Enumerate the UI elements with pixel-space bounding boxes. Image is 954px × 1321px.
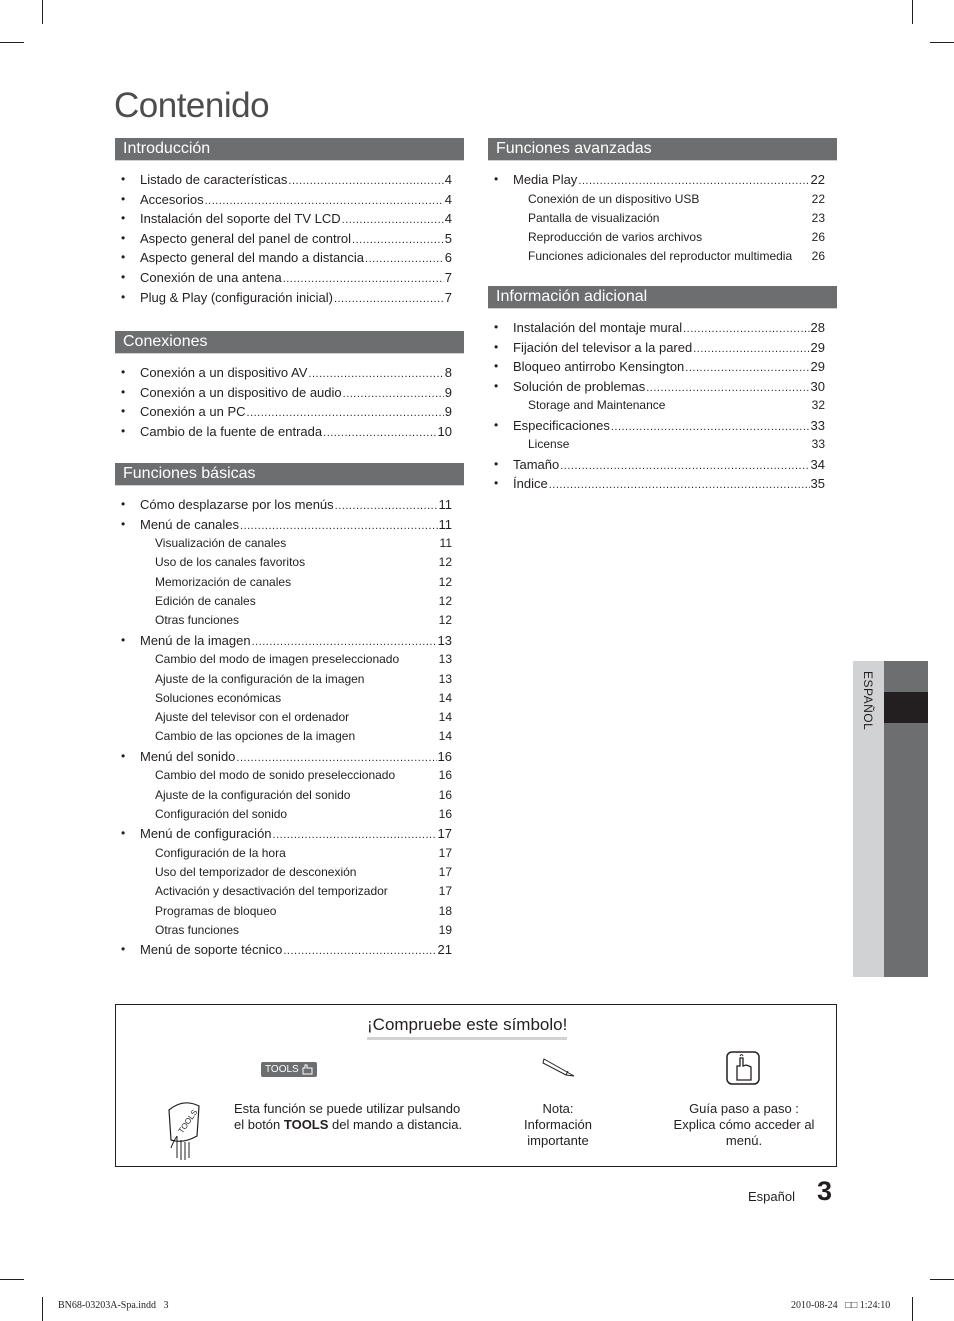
note-line-2: Información importante [524,1117,592,1148]
toc-subitem[interactable]: Uso del temporizador de desconexión 17 [155,865,452,880]
section-informacion-adicional [488,286,837,494]
toc-subitem[interactable]: Reproducción de varios archivos 26 [528,230,825,245]
toc-subitem[interactable]: License 33 [528,437,825,452]
symbols-box [115,1004,837,1167]
crop-mark [930,1279,954,1280]
toc-subitem[interactable]: Configuración del sonido 16 [155,806,452,821]
hand-pointer-icon [301,1064,313,1075]
toc-item[interactable]: • Conexión a un dispositivo AV ..... 8 [115,363,452,383]
toc-item[interactable]: • Bloqueo antirrobo Kensington ..... 29 [488,357,825,377]
toc-subitem[interactable]: Ajuste de la configuración del sonido 16 [155,787,452,802]
toc-subitem[interactable]: Cambio de las opciones de la imagen 14 [155,729,452,744]
toc-item[interactable]: • Conexión de una antena ..... 7 [115,268,452,288]
side-tab-marker [884,692,928,723]
toc-item[interactable]: • Accesorios ..... 4 [115,190,452,210]
toc-item[interactable]: • Cómo desplazarse por los menús ..... 11 [115,495,452,515]
page-number: 3 [817,1176,833,1206]
toc-list [488,309,837,494]
guide-line-3: menú. [725,1133,763,1148]
section-funciones-avanzadas [488,138,837,267]
toc-item[interactable]: • Cambio de la fuente de entrada ..... 10 [115,422,452,442]
section-header: Funciones avanzadas [488,138,837,161]
guide-line-2: Explica cómo acceder al [673,1117,815,1132]
footer-language: Español [748,1189,795,1204]
note-description [492,1101,624,1149]
toc-subitem[interactable]: Memorización de canales 12 [155,574,452,589]
toc-item[interactable]: • Media Play ..... 22 [488,170,825,190]
toc-item[interactable]: • Menú de la imagen ..... 13 [115,631,452,651]
toc-item[interactable]: • Menú de canales ..... 11 [115,515,452,535]
step-guide-icon [726,1051,760,1090]
tools-remote-hand-icon [163,1096,205,1167]
tools-text-line-1: Esta función se puede utilizar pulsando [234,1101,461,1116]
toc-item[interactable]: • Solución de problemas ..... 30 [488,377,825,397]
toc-item[interactable]: • Fijación del televisor a la pared ..... 29 [488,338,825,358]
section-header: Información adicional [488,286,837,309]
toc-subitem[interactable]: Otras funciones 19 [155,923,452,938]
tools-text-part: el botón [234,1117,284,1132]
toc-item[interactable]: • Instalación del montaje mural ..... 28 [488,318,825,338]
toc-subitem[interactable]: Conexión de un dispositivo USB 22 [528,191,825,206]
crop-mark [930,42,954,43]
section-header: Introducción [115,138,464,161]
note-line-1: Nota: [542,1101,574,1116]
guide-description [664,1101,824,1149]
toc-item[interactable]: • Índice ..... 35 [488,474,825,494]
tools-text-bold: TOOLS [283,1117,329,1132]
toc-subitem[interactable]: Pantalla de visualización 23 [528,210,825,225]
section-conexiones [115,331,464,441]
pencil-note-icon [541,1055,577,1084]
crop-mark [42,0,43,24]
crop-mark [42,1297,43,1321]
toc-item[interactable]: • Plug & Play (configuración inicial) ..... 7 [115,288,452,308]
symbols-title: ¡Compruebe este símbolo! [367,1015,567,1040]
toc-subitem[interactable]: Programas de bloqueo 18 [155,903,452,918]
toc-item[interactable]: • Tamaño ..... 34 [488,455,825,475]
section-funciones-basicas [115,463,464,960]
toc-item[interactable]: • Aspecto general del mando a distancia ..... 6 [115,248,452,268]
toc-item[interactable]: • Menú del sonido ..... 16 [115,747,452,767]
toc-subitem[interactable]: Edición de canales 12 [155,594,452,609]
page-title: Contenido [114,86,270,125]
toc-subitem[interactable]: Uso de los canales favoritos 12 [155,555,452,570]
tools-badge [261,1062,317,1077]
toc-item[interactable]: • Menú de configuración ..... 17 [115,824,452,844]
tools-description [234,1101,462,1133]
crop-mark [0,42,24,43]
toc-list [115,486,464,960]
toc-item[interactable]: • Conexión a un PC ..... 9 [115,402,452,422]
section-header: Conexiones [115,331,464,354]
tools-text-line-2 [234,1117,462,1133]
side-tab-label: ESPAÑOL [861,671,875,731]
toc-list [115,354,464,441]
toc-subitem[interactable]: Otras funciones 12 [155,613,452,628]
guide-line-1: Guía paso a paso : [689,1101,799,1116]
tools-badge-label: TOOLS [265,1064,299,1075]
crop-mark [912,0,913,24]
toc-item[interactable]: • Especificaciones ..... 33 [488,416,825,436]
crop-mark [912,1297,913,1321]
toc-list [115,161,464,307]
slug-datetime: 2010-08-24 □□ 1:24:10 [791,1300,891,1311]
language-side-tab [853,661,928,977]
hand-tools-label: TOOLS [176,1107,200,1136]
toc-subitem[interactable]: Cambio del modo de sonido preseleccionado 16 [155,768,452,783]
section-introduccion [115,138,464,307]
tools-text-part: del mando a distancia. [328,1117,463,1132]
toc-list [488,161,837,267]
toc-item[interactable]: • Conexión a un dispositivo de audio ..... 9 [115,383,452,403]
toc-subitem[interactable]: Soluciones económicas 14 [155,690,452,705]
toc-subitem[interactable]: Ajuste del televisor con el ordenador 14 [155,710,452,725]
toc-subitem[interactable]: Configuración de la hora 17 [155,845,452,860]
toc-item[interactable]: • Menú de soporte técnico ..... 21 [115,940,452,960]
toc-subitem[interactable]: Cambio del modo de imagen preseleccionado 13 [155,652,452,667]
slug-filename: BN68-03203A-Spa.indd 3 [58,1300,169,1311]
crop-mark [0,1279,24,1280]
toc-subitem[interactable]: Funciones adicionales del reproductor multimedia 26 [528,249,825,264]
toc-subitem[interactable]: Ajuste de la configuración de la imagen 13 [155,671,452,686]
toc-subitem[interactable]: Activación y desactivación del temporizador 17 [155,884,452,899]
toc-subitem[interactable]: Visualización de canales 11 [155,536,452,551]
toc-item[interactable]: • Instalación del soporte del TV LCD ..... 4 [115,209,452,229]
section-header: Funciones básicas [115,463,464,486]
toc-subitem[interactable]: Storage and Maintenance 32 [528,398,825,413]
toc-item[interactable]: • Aspecto general del panel de control ..... 5 [115,229,452,249]
toc-item[interactable]: • Listado de características ..... 4 [115,170,452,190]
